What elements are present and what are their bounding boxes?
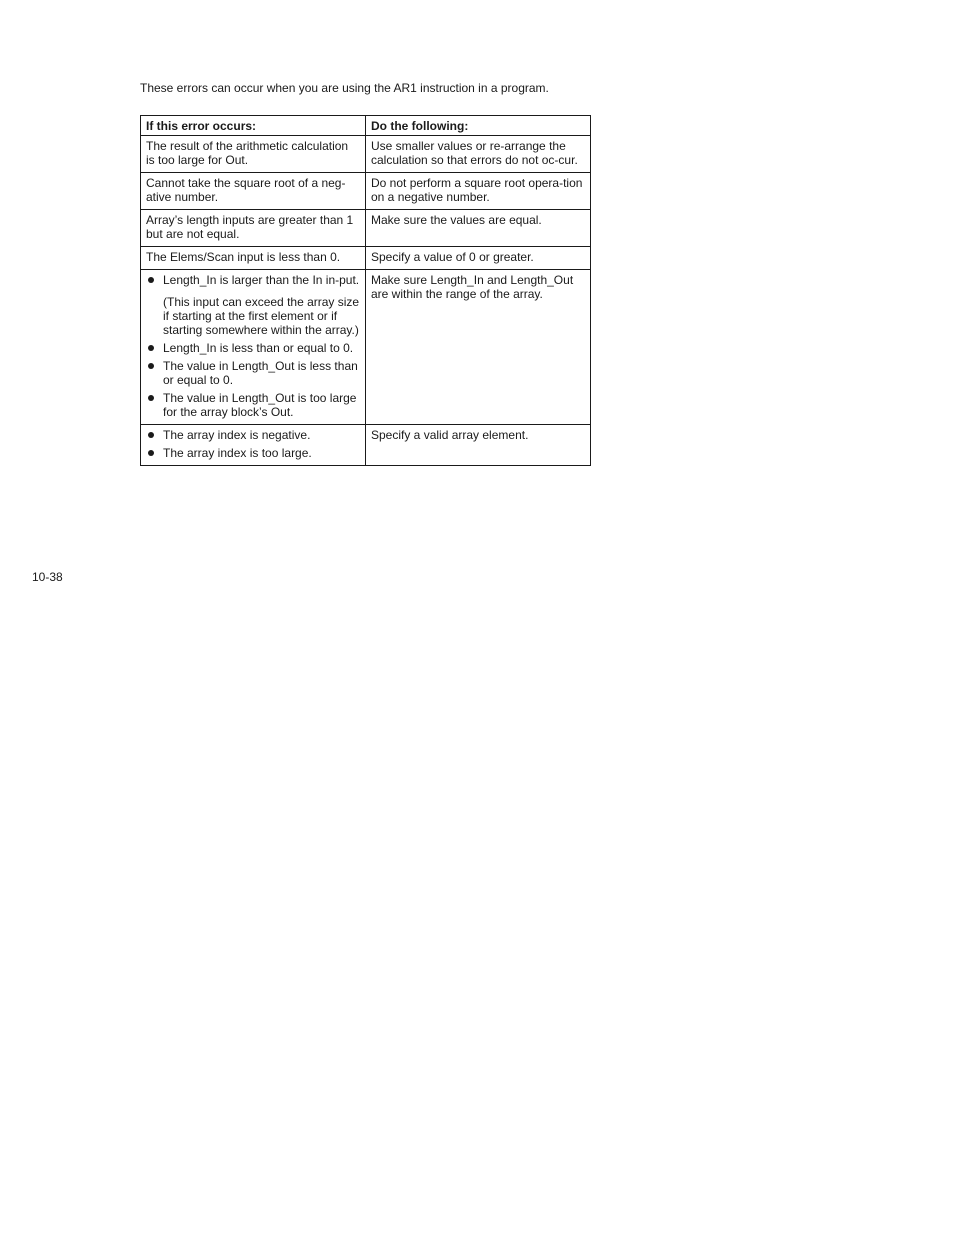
error-cell: The Elems/Scan input is less than 0. [141, 247, 366, 270]
page-number: 10-38 [32, 570, 63, 584]
error-cell [141, 425, 366, 466]
action-cell: Make sure the values are equal. [366, 210, 591, 247]
list-item [146, 341, 360, 355]
error-cell: The result of the arithmetic calculation is too large for Out. [141, 136, 366, 173]
bullet-icon [148, 432, 154, 438]
list-item [146, 391, 360, 419]
bullet-text: Length_In is larger than the In in-put. [163, 273, 360, 287]
table-row [141, 270, 591, 425]
error-cell: Array’s length inputs are greater than 1 but are not equal. [141, 210, 366, 247]
bullet-text: The value in Length_Out is too large for the array block’s Out. [163, 391, 357, 419]
list-item [146, 359, 360, 387]
error-cell [141, 270, 366, 425]
table-header-row [141, 116, 591, 136]
bullet-icon [148, 277, 154, 283]
table-row [141, 425, 591, 466]
bullet-icon [148, 395, 154, 401]
table-row [141, 247, 591, 270]
table-row [141, 136, 591, 173]
intro-text: These errors can occur when you are using the AR1 instruction in a program. [140, 81, 549, 95]
action-cell: Specify a value of 0 or greater. [366, 247, 591, 270]
bullet-text: The value in Length_Out is less than or equal to 0. [163, 359, 358, 387]
bullet-icon [148, 450, 154, 456]
bullet-note: (This input can exceed the array size if starting at the first element or if starting somewhere within the array.) [163, 295, 360, 337]
table-row [141, 210, 591, 247]
error-bullet-list [146, 428, 360, 460]
bullet-icon [148, 363, 154, 369]
bullet-icon [148, 345, 154, 351]
bullet-text: The array index is too large. [163, 446, 312, 460]
action-cell: Use smaller values or re-arrange the calculation so that errors do not oc-cur. [366, 136, 591, 173]
error-table [140, 115, 591, 466]
column-header-error: If this error occurs: [141, 116, 366, 136]
error-cell: Cannot take the square root of a neg-ative number. [141, 173, 366, 210]
action-cell: Do not perform a square root opera-tion on a negative number. [366, 173, 591, 210]
action-cell: Specify a valid array element. [366, 425, 591, 466]
list-item [146, 428, 360, 442]
table-row [141, 173, 591, 210]
error-bullet-list [146, 273, 360, 419]
bullet-text: The array index is negative. [163, 428, 311, 442]
action-cell: Make sure Length_In and Length_Out are within the range of the array. [366, 270, 591, 425]
column-header-action: Do the following: [366, 116, 591, 136]
bullet-text: Length_In is less than or equal to 0. [163, 341, 354, 355]
list-item [146, 273, 360, 337]
list-item [146, 446, 360, 460]
